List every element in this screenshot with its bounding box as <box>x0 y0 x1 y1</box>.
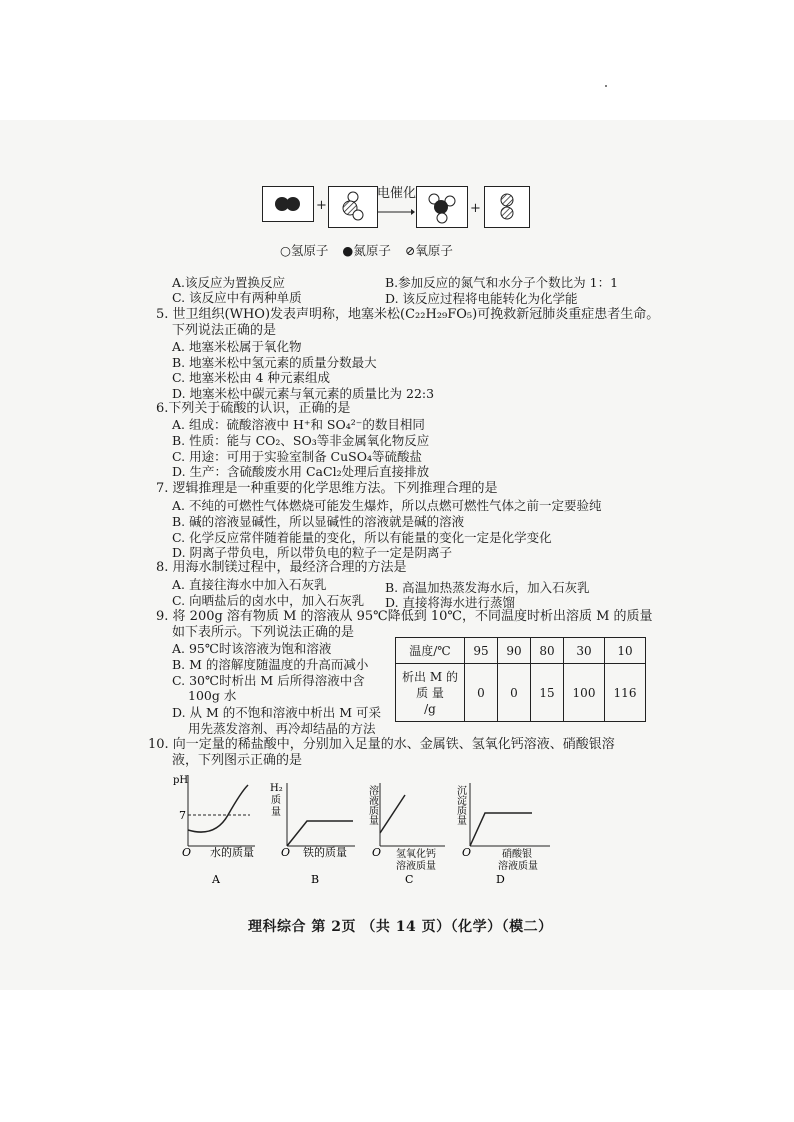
q6-stem: 6.下列关于硫酸的认识，正确的是 <box>156 401 351 416</box>
origin-label: O <box>182 846 192 859</box>
q9-option-d: D. 从 M 的不饱和溶液中析出 M 可采 <box>172 705 382 720</box>
precipitate-line <box>470 813 532 846</box>
y-label: 量 <box>271 807 281 818</box>
arrow-icon <box>377 208 415 216</box>
table-cell: 10 <box>605 638 646 664</box>
x-label-2: 溶液质量 <box>396 861 436 872</box>
q4-option-b: B.参加反应的氮气和水分子个数比为 1：1 <box>385 275 619 290</box>
plus-sign: + <box>470 201 481 216</box>
q6-option-c: C. 用途：可用于实验室制备 CuSO₄等硫酸盐 <box>172 449 422 464</box>
table-cell: 116 <box>605 664 646 722</box>
molecule-box-nh3 <box>416 186 468 228</box>
option-letter: B <box>311 873 320 886</box>
hydrogen-atom-icon: ○ <box>280 243 291 258</box>
q8-stem: 8. 用海水制镁过程中，最经济合理的方法是 <box>156 560 407 575</box>
q4-option-a: A.该反应为置换反应 <box>172 275 286 290</box>
solution-mass-line <box>380 795 405 833</box>
h2o-molecule-icon <box>329 187 377 227</box>
y-label: 质 <box>271 795 281 806</box>
q7-option-a: A. 不纯的可燃性气体燃烧可能发生爆炸，所以点燃可燃性气体之前一定要验纯 <box>172 498 602 513</box>
molecule-box-n2 <box>262 186 314 222</box>
row-label-line: 析出 M 的 <box>402 669 458 684</box>
graph-d <box>450 775 560 890</box>
table-cell: 30 <box>564 638 605 664</box>
option-letter: A <box>212 873 220 886</box>
graph-c <box>360 775 460 890</box>
q8-option-a: A. 直接往海水中加入石灰乳 <box>172 577 327 592</box>
y-label: H₂ <box>270 783 283 794</box>
table-cell: 95 <box>465 638 498 664</box>
nh3-molecule-icon <box>417 187 467 227</box>
q8-option-d: D. 直接将海水进行蒸馏 <box>385 595 516 610</box>
x-label: 铁的质量 <box>303 846 347 859</box>
scan-speck <box>605 85 607 87</box>
q4-option-d: D. 该反应过程将电能转化为化学能 <box>385 291 578 306</box>
q7-stem: 7. 逻辑推理是一种重要的化学思维方法。下列推理合理的是 <box>156 481 498 496</box>
q6-option-d: D. 生产：含硫酸废水用 CaCl₂处理后直接排放 <box>172 464 430 479</box>
catalyst-label: 电催化 <box>377 186 417 201</box>
q5-option-c: C. 地塞米松由 4 种元素组成 <box>172 370 330 385</box>
row-label-line: /g <box>424 701 436 716</box>
graph-a <box>160 770 270 890</box>
q9-option-c-cont: 100g 水 <box>188 688 237 703</box>
q6-option-a: A. 组成：硫酸溶液中 H⁺和 SO₄²⁻的数目相同 <box>172 417 425 432</box>
q9-stem: 9. 将 200g 溶有物质 M 的溶液从 95℃降低到 10℃，不同温度时析出溶质 M 的质量 <box>156 609 653 624</box>
legend-oxygen: 氧原子 <box>415 243 453 258</box>
q5-option-d: D. 地塞米松中碳元素与氧元素的质量比为 22:3 <box>172 386 435 401</box>
x-label: 氢氧化钙 <box>396 849 436 860</box>
atom-legend <box>280 241 453 259</box>
nitrogen-atom-icon: ● <box>342 243 354 258</box>
q5-stem-2: 下列说法正确的是 <box>172 323 277 338</box>
q7-option-b: B. 碱的溶液显碱性，所以显碱性的溶液就是碱的溶液 <box>172 514 465 529</box>
page-footer: 理科综合 第 2页 （共 14 页）（化学）（模二） <box>248 919 553 935</box>
q9-option-d-cont: 用先蒸发溶剂、再冷却结晶的方法 <box>188 721 376 736</box>
graph-b <box>265 775 365 890</box>
table-cell: 15 <box>531 664 564 722</box>
q9-option-c: C. 30℃时析出 M 后所得溶液中含 <box>172 673 365 688</box>
q9-option-b: B. M 的溶解度随温度的升高而减小 <box>172 657 369 672</box>
y-label: 溶液质量 <box>366 785 378 825</box>
table-cell <box>396 664 465 722</box>
origin-label: O <box>281 846 291 859</box>
molecule-box-o2 <box>484 186 530 228</box>
q9-option-a: A. 95℃时该溶液为饱和溶液 <box>172 641 332 656</box>
q6-option-b: B. 性质：能与 CO₂、SO₃等非金属氧化物反应 <box>172 433 430 448</box>
mark-7: 7 <box>179 809 186 822</box>
q9-data-table <box>395 637 646 722</box>
x-label: 水的质量 <box>210 846 254 859</box>
table-cell: 0 <box>465 664 498 722</box>
row-label-line: 质 量 <box>416 685 444 700</box>
table-cell: 90 <box>498 638 531 664</box>
q4-option-c: C. 该反应中有两种单质 <box>172 290 302 305</box>
y-label: 沉淀质量 <box>454 785 466 825</box>
q10-stem: 10. 向一定量的稀盐酸中，分别加入足量的水、金属铁、氢氧化钙溶液、硝酸银溶 <box>148 737 615 752</box>
legend-nitrogen: 氮原子 <box>353 243 391 258</box>
q7-option-c: C. 化学反应常伴随着能量的变化，所以有能量的变化一定是化学变化 <box>172 530 552 545</box>
n2-molecule-icon <box>263 187 313 221</box>
q8-option-b: B. 高温加热蒸发海水后，加入石灰乳 <box>385 580 590 595</box>
table-row <box>396 638 646 664</box>
molecule-box-h2o <box>328 186 378 228</box>
q8-option-c: C. 向晒盐后的卤水中，加入石灰乳 <box>172 593 365 608</box>
q10-stem-2: 液，下列图示正确的是 <box>172 753 303 768</box>
table-cell: 0 <box>498 664 531 722</box>
y-label: pH <box>173 775 189 786</box>
plus-sign: + <box>316 198 327 213</box>
oxygen-atom-icon: ⊘ <box>404 243 416 258</box>
legend-hydrogen: 氢原子 <box>290 243 329 258</box>
table-cell: 100 <box>564 664 605 722</box>
option-letter: D <box>496 873 505 886</box>
x-label: 硝酸银 <box>502 849 532 860</box>
table-cell: 温度/℃ <box>396 638 465 664</box>
q5-stem: 5. 世卫组织(WHO)发表声明称，地塞米松(C₂₂H₂₉FO₅)可挽救新冠肺炎重症患者生命。 <box>156 307 660 322</box>
origin-label: O <box>372 846 382 859</box>
table-cell: 80 <box>531 638 564 664</box>
origin-label: O <box>462 846 472 859</box>
q5-option-a: A. 地塞米松属于氧化物 <box>172 339 302 354</box>
option-letter: C <box>405 873 414 886</box>
o2-molecule-icon <box>485 187 529 227</box>
table-row <box>396 664 646 722</box>
catalyst-arrow <box>377 187 415 220</box>
q5-option-b: B. 地塞米松中氢元素的质量分数最大 <box>172 355 377 370</box>
q9-stem-2: 如下表所示。下列说法正确的是 <box>172 625 355 640</box>
ph-curve <box>188 785 248 832</box>
q7-option-d: D. 阴离子带负电，所以带负电的粒子一定是阴离子 <box>172 545 453 560</box>
x-label-2: 溶液质量 <box>498 861 538 872</box>
h2-line <box>287 821 353 846</box>
